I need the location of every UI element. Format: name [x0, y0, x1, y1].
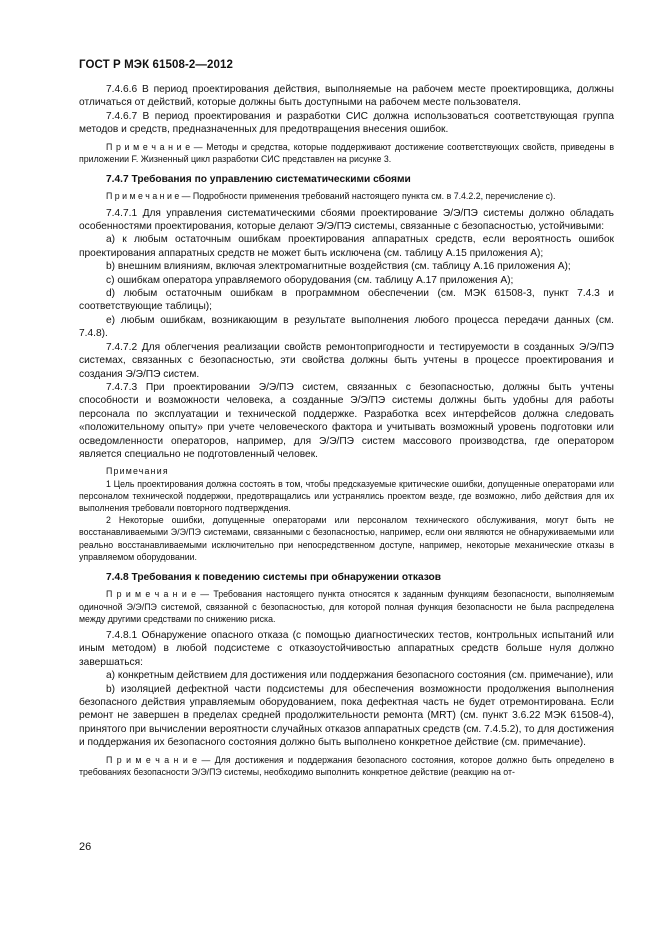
section-heading: 7.4.8 Требования к поведению системы при обнаружении отказов: [106, 571, 442, 583]
note: 1 Цель проектирования должна состоять в том, чтобы предсказуемые критические ошибки, допущенные операторами или персоналом технической поддержки, предотвращались или устранялись проектом везде, где возможно, либо действия для их выполнения требовали повторного подтверждения.: [79, 478, 614, 513]
paragraph: 7.4.8.1 Обнаружение опасного отказа (с помощью диагностических тестов, контрольных испытаний или иным методом) в любой подсистеме с отказоустойчивостью аппаратных средств больше нуля должно завершаться:: [79, 630, 614, 668]
page-number: 26: [79, 841, 92, 853]
list-item: b) изоляцией дефектной части подсистемы для обеспечения возможности продолжения выполнения безопасного действия управляемым оборудованием, пока дефектная часть не будет отремонтирована. Если ремонт не завершен в пределах средней продолжительности ремонта (MRT) (см. пункт 3.6.22 МЭК 61508-4), принятого при вычислении вероятности случайных отказов аппаратных средств (см. 7.4.5.2), то для достижения и поддержания их безопасного состояния должно быть выполнено конкретное действие (см. примечание).: [79, 683, 614, 749]
list-item: c) ошибкам оператора управляемого оборудования (см. таблицу А.17 приложения А);: [106, 274, 514, 286]
list-item: a) к любым остаточным ошибкам проектирования аппаратных средств, если вероятность ошибок проектирования аппаратных средств не может быть исключена (см. таблицу А.15 приложения А);: [79, 234, 614, 259]
paragraph: 7.4.6.6 В период проектирования действия, выполняемые на рабочем месте проектировщика, должны отличаться от действий, которые должны быть доступными на рабочем месте пользователя.: [79, 84, 614, 109]
note: 2 Некоторые ошибки, допущенные операторами или персоналом технического обслуживания, могут быть не восстанавливаемыми Э/Э/ПЭ системами, связанными с безопасностью, например, если они являются не обнаруживаемыми или реально восстанавливаемыми исключительно при непосредственном доступе, например, некоторые механические отказы в управляемом оборудовании.: [79, 515, 614, 562]
note: П р и м е ч а н и е — Для достижения и поддержания безопасного состояния, которое должно быть определено в требованиях безопасности Э/Э/ПЭ системы, необходимо выполнить конкретное действие (реакцию на от-: [79, 754, 614, 777]
paragraph: 7.4.7.2 Для облегчения реализации свойств ремонтопригодности и тестируемости в созданных Э/Э/ПЭ системах, связанных с безопасностью, эти свойства должны быть учтены в процессе проектирования и создания Э/Э/ПЭ систем.: [79, 341, 614, 380]
note: П р и м е ч а н и е — Методы и средства, которые поддерживают достижение соответствующих свойств, приведены в приложении F. Жизненный цикл разработки СИС представлен на рисунке 3.: [79, 141, 614, 164]
list-item: b) внешним влияниям, включая электромагнитные воздействия (см. таблицу А.16 приложения А);: [106, 261, 571, 273]
notes-heading: Примечания: [106, 466, 169, 477]
list-item: d) любым остаточным ошибкам в программном обеспечении (см. МЭК 61508-3, пункт 7.4.3 и соответствующие таблицы);: [79, 288, 614, 313]
page-header: ГОСТ Р МЭК 61508-2—2012: [79, 59, 233, 71]
paragraph: 7.4.7.1 Для управления систематическими сбоями проектирование Э/Э/ПЭ системы должно обладать особенностями проектирования, которые делают Э/Э/ПЭ системы, связанные с безопасностью, устойчивыми:: [79, 207, 614, 233]
section-heading: 7.4.7 Требования по управлению систематическими сбоями: [106, 174, 411, 186]
page-content: [79, 83, 614, 778]
note: П р и м е ч а н и е — Подробности применения требований настоящего пункта см. в 7.4.2.2, перечисление с).: [106, 191, 556, 202]
paragraph: 7.4.7.3 При проектировании Э/Э/ПЭ систем, связанных с безопасностью, должны быть учтены способности и возможности человека, а созданные Э/Э/ПЭ системы должны быть удобны для работы персонала по эксплуатации и технической поддержке. Разработка всех интерфейсов должна следовать «положительному опыту» при учете человеческого фактора и учитывать возможный уровень подготовки или осведомленности операторов, например, для Э/Э/ПЭ систем массового производства, где оператором является специально не подготовленный человек.: [79, 381, 614, 460]
list-item: a) конкретным действием для достижения или поддержания безопасного состояния (см. примечание), или: [106, 670, 614, 682]
paragraph: 7.4.6.7 В период проектирования и разработки СИС должна использоваться соответствующая группа методов и средств, предназначенных для предотвращения внесения ошибок.: [79, 110, 614, 136]
list-item: e) любым ошибкам, возникающим в результате выполнения любого процесса передачи данных (см. 7.4.8).: [79, 314, 614, 340]
note: П р и м е ч а н и е — Требования настоящего пункта относятся к заданным функциям безопасности, выполняемым одиночной Э/Э/ПЭ системой, связанной с безопасностью, для которой полная функция безопасности не была распределена между другими средствами по снижению риска.: [79, 589, 614, 624]
